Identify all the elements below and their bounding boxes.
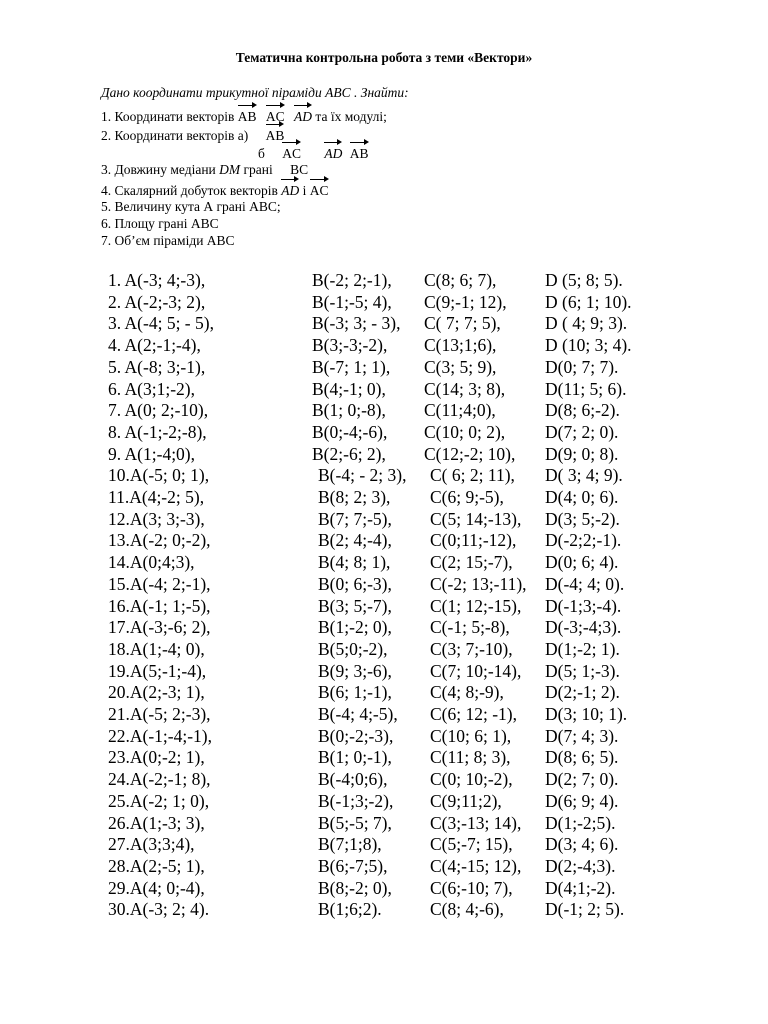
point-b: B(2; 4;-4),: [318, 530, 392, 551]
vector-ac: AC: [266, 104, 285, 124]
point-a: 27.A(3;3;4),: [108, 834, 195, 855]
vector-ac: AC: [282, 141, 301, 161]
task-1-suffix: та їх модулі;: [315, 109, 387, 124]
point-a: 18.A(1;-4; 0),: [108, 638, 205, 659]
point-a: 23.A(0;-2; 1),: [108, 747, 205, 768]
point-b: B(-3; 3; - 3),: [312, 313, 401, 334]
point-b: B(3;-3;-2),: [312, 335, 388, 356]
point-a: 21.A(-5; 2;-3),: [108, 704, 211, 724]
point-b: B(7;1;8),: [318, 834, 382, 855]
task-3: [101, 162, 308, 178]
point-c: C(11; 8; 3),: [430, 747, 511, 768]
variant-row: [0, 400, 768, 422]
point-a: 26.A(1;-3; 3),: [108, 812, 205, 833]
task-3-mid: грані: [240, 162, 273, 177]
point-a: 30.A(-3; 2; 4).: [108, 899, 210, 920]
task-3-label: 3. Довжину медіани: [101, 162, 220, 177]
point-c: C(-2; 13;-11),: [430, 573, 527, 594]
point-c: C(6; 9;-5),: [430, 487, 504, 507]
point-b: B(-2; 2;-1),: [312, 270, 392, 290]
point-d: D(2;-1; 2).: [545, 682, 620, 703]
point-b: B(4;-1; 0),: [312, 378, 386, 399]
point-c: C(3;-13; 14),: [430, 812, 522, 833]
point-c: C(9;-1; 12),: [424, 291, 507, 312]
variant-row: [0, 878, 768, 900]
point-b: B(1;-2; 0),: [318, 617, 392, 638]
task-7: 7. Об’єм піраміди АВС: [101, 233, 235, 248]
task-2b: [258, 141, 369, 162]
point-a: 22.A(-1;-4;-1),: [108, 725, 213, 746]
variant-row: [0, 747, 768, 769]
variant-row: [0, 596, 768, 618]
task-4-label: 4. Скалярний добуток векторів: [101, 183, 278, 198]
point-a: 5. A(-8; 3;-1),: [108, 356, 206, 377]
vector-ad: AD: [294, 104, 312, 124]
point-c: C(3; 5; 9),: [424, 356, 497, 377]
page-title: Тематична контрольна робота з теми «Вектори»: [235, 50, 533, 65]
point-a: 11.A(4;-2; 5),: [108, 487, 205, 507]
vector-ac: AC: [310, 178, 329, 198]
variant-row: [0, 704, 768, 726]
point-a: 12.A(3; 3;-3),: [108, 508, 205, 529]
point-c: C(3; 7;-10),: [430, 638, 513, 659]
task-1-label: 1. Координати векторів: [101, 109, 235, 124]
variant-row: [0, 639, 768, 661]
point-a: 7. A(0; 2;-10),: [108, 400, 209, 421]
point-d: D (10; 3; 4).: [545, 335, 632, 356]
point-d: D(3; 10; 1).: [545, 704, 628, 724]
point-b: B(6; 1;-1),: [318, 682, 392, 703]
point-d: D(4; 0; 6).: [545, 487, 619, 507]
vector-ab: AB: [266, 123, 285, 143]
point-b: B(6;-7;5),: [318, 855, 388, 876]
task-2-label: 2. Координати векторів а): [101, 128, 249, 143]
variant-row: [0, 509, 768, 531]
point-a: 16.A(-1; 1;-5),: [108, 595, 211, 616]
point-d: D(-1;3;-4).: [545, 595, 622, 616]
point-a: 24.A(-2;-1; 8),: [108, 769, 211, 790]
point-d: D(0; 6; 4).: [545, 552, 619, 573]
point-b: B(-7; 1; 1),: [312, 356, 391, 377]
point-d: D(3; 4; 6).: [545, 834, 619, 855]
point-b: B(-1;-5; 4),: [312, 291, 392, 312]
variant-row: [0, 270, 768, 292]
point-a: 3. A(-4; 5; - 5),: [108, 313, 214, 334]
point-a: 19.A(5;-1;-4),: [108, 660, 207, 681]
variant-row: [0, 617, 768, 639]
point-a: 1. A(-3; 4;-3),: [108, 270, 206, 290]
point-c: C(11;4;0),: [424, 400, 496, 421]
point-d: D(3; 5;-2).: [545, 508, 620, 529]
point-a: 2. A(-2;-3; 2),: [108, 291, 206, 312]
point-c: C(14; 3; 8),: [424, 378, 506, 399]
point-c: C(13;1;6),: [424, 335, 497, 356]
variant-row: [0, 335, 768, 357]
point-d: D(4;1;-2).: [545, 877, 616, 898]
variant-row: [0, 791, 768, 813]
point-d: D(6; 9; 4).: [545, 790, 619, 811]
point-b: B(0; 6;-3),: [318, 573, 392, 594]
point-b: B(9; 3;-6),: [318, 660, 392, 681]
task-5: 5. Величину кута А грані АВС;: [101, 199, 281, 214]
point-b: B(8;-2; 0),: [318, 877, 392, 898]
point-c: C(2; 15;-7),: [430, 552, 513, 573]
point-b: B(4; 8; 1),: [318, 552, 391, 573]
variant-row: [0, 487, 768, 509]
variant-row: [0, 422, 768, 444]
point-c: C(0;11;-12),: [430, 530, 517, 551]
point-d: D ( 4; 9; 3).: [545, 313, 628, 334]
point-c: C(4; 8;-9),: [430, 682, 504, 703]
point-a: 6. A(3;1;-2),: [108, 378, 196, 399]
variant-row: [0, 899, 768, 921]
variant-row: [0, 379, 768, 401]
variant-row: [0, 813, 768, 835]
point-d: D(1;-2; 1).: [545, 638, 620, 659]
point-c: C(7; 10;-14),: [430, 660, 522, 681]
point-a: 20.A(2;-3; 1),: [108, 682, 205, 703]
point-c: C(9;11;2),: [430, 790, 502, 811]
edge-bc: BC: [290, 162, 309, 177]
vector-ad: AD: [281, 178, 299, 198]
vector-ad: AD: [324, 141, 342, 161]
point-b: B(1; 0;-8),: [312, 400, 386, 421]
point-d: D(-4; 4; 0).: [545, 573, 625, 594]
point-a: 15.A(-4; 2;-1),: [108, 573, 211, 594]
variant-row: [0, 292, 768, 314]
variant-row: [0, 769, 768, 791]
point-a: 25.A(-2; 1; 0),: [108, 790, 210, 811]
point-a: 9. A(1;-4;0),: [108, 443, 196, 464]
task-1: [101, 104, 387, 125]
variant-row: [0, 856, 768, 878]
point-b: B(8; 2; 3),: [318, 487, 391, 507]
point-c: C(10; 0; 2),: [424, 421, 506, 442]
point-b: B(1; 0;-1),: [318, 747, 392, 768]
point-c: C( 7; 7; 5),: [424, 313, 501, 334]
point-b: B(7; 7;-5),: [318, 508, 392, 529]
point-c: C(4;-15; 12),: [430, 855, 522, 876]
point-d: D(2;-4;3).: [545, 855, 616, 876]
point-c: C(6;-10; 7),: [430, 877, 513, 898]
point-d: D(8; 6;-2).: [545, 400, 620, 421]
point-d: D(9; 0; 8).: [545, 443, 619, 464]
task-6: 6. Площу грані АВС: [101, 216, 219, 231]
point-c: C(1; 12;-15),: [430, 595, 522, 616]
point-c: C(8; 4;-6),: [430, 899, 504, 920]
point-b: B(5;0;-2),: [318, 638, 388, 659]
point-d: D(7; 2; 0).: [545, 421, 619, 442]
variant-row: [0, 530, 768, 552]
point-d: D(11; 5; 6).: [545, 378, 627, 399]
point-c: C(5;-7; 15),: [430, 834, 513, 855]
point-c: C(6; 12; -1),: [430, 704, 518, 724]
point-d: D(5; 1;-3).: [545, 660, 620, 681]
point-b: B(5;-5; 7),: [318, 812, 392, 833]
point-a: 29.A(4; 0;-4),: [108, 877, 205, 898]
point-d: D(2; 7; 0).: [545, 769, 619, 790]
vector-ab: AB: [350, 141, 369, 161]
point-c: C(10; 6; 1),: [430, 725, 512, 746]
point-b: B(-4; 4;-5),: [318, 704, 398, 724]
point-d: D (5; 8; 5).: [545, 270, 623, 290]
point-d: D(-3;-4;3).: [545, 617, 622, 638]
variant-row: [0, 574, 768, 596]
point-d: D(-1; 2; 5).: [545, 899, 625, 920]
point-b: B(2;-6; 2),: [312, 443, 386, 464]
task-4-and: і: [302, 183, 307, 198]
variant-row: [0, 726, 768, 748]
intro-text: Дано координати трикутної піраміди ABC . Знайти:: [101, 85, 409, 100]
point-a: 8. A(-1;-2;-8),: [108, 421, 207, 442]
task-2b-label: б: [258, 146, 265, 161]
variant-row: [0, 682, 768, 704]
point-b: B(-4; - 2; 3),: [318, 465, 407, 486]
task-4: [101, 178, 329, 199]
point-d: D(1;-2;5).: [545, 812, 616, 833]
point-c: C(0; 10;-2),: [430, 769, 513, 790]
point-c: C( 6; 2; 11),: [430, 465, 515, 486]
task-2: [101, 123, 284, 144]
point-c: C(8; 6; 7),: [424, 270, 497, 290]
variant-row: [0, 444, 768, 466]
point-a: 13.A(-2; 0;-2),: [108, 530, 211, 551]
point-d: D(8; 6; 5).: [545, 747, 619, 768]
variant-row: [0, 465, 768, 487]
point-a: 4. A(2;-1;-4),: [108, 335, 201, 356]
point-a: 17.A(-3;-6; 2),: [108, 617, 211, 638]
point-b: B(-1;3;-2),: [318, 790, 394, 811]
point-b: B(0;-4;-6),: [312, 421, 388, 442]
point-d: D(-2;2;-1).: [545, 530, 622, 551]
point-b: B(3; 5;-7),: [318, 595, 392, 616]
variant-row: [0, 313, 768, 335]
point-d: D( 3; 4; 9).: [545, 465, 623, 486]
point-c: C(-1; 5;-8),: [430, 617, 510, 638]
point-d: D (6; 1; 10).: [545, 291, 632, 312]
variant-row: [0, 357, 768, 379]
point-a: 28.A(2;-5; 1),: [108, 855, 205, 876]
point-c: C(12;-2; 10),: [424, 443, 516, 464]
variant-row: [0, 661, 768, 683]
point-a: 14.A(0;4;3),: [108, 552, 195, 573]
point-d: D(7; 4; 3).: [545, 725, 619, 746]
point-b: B(-4;0;6),: [318, 769, 388, 790]
median-dm: DM: [219, 162, 241, 177]
point-b: B(1;6;2).: [318, 899, 382, 920]
point-d: D(0; 7; 7).: [545, 356, 619, 377]
point-b: B(0;-2;-3),: [318, 725, 394, 746]
vector-ab: AB: [238, 104, 257, 124]
point-a: 10.A(-5; 0; 1),: [108, 465, 210, 486]
point-c: C(5; 14;-13),: [430, 508, 522, 529]
variant-row: [0, 552, 768, 574]
variant-row: [0, 834, 768, 856]
